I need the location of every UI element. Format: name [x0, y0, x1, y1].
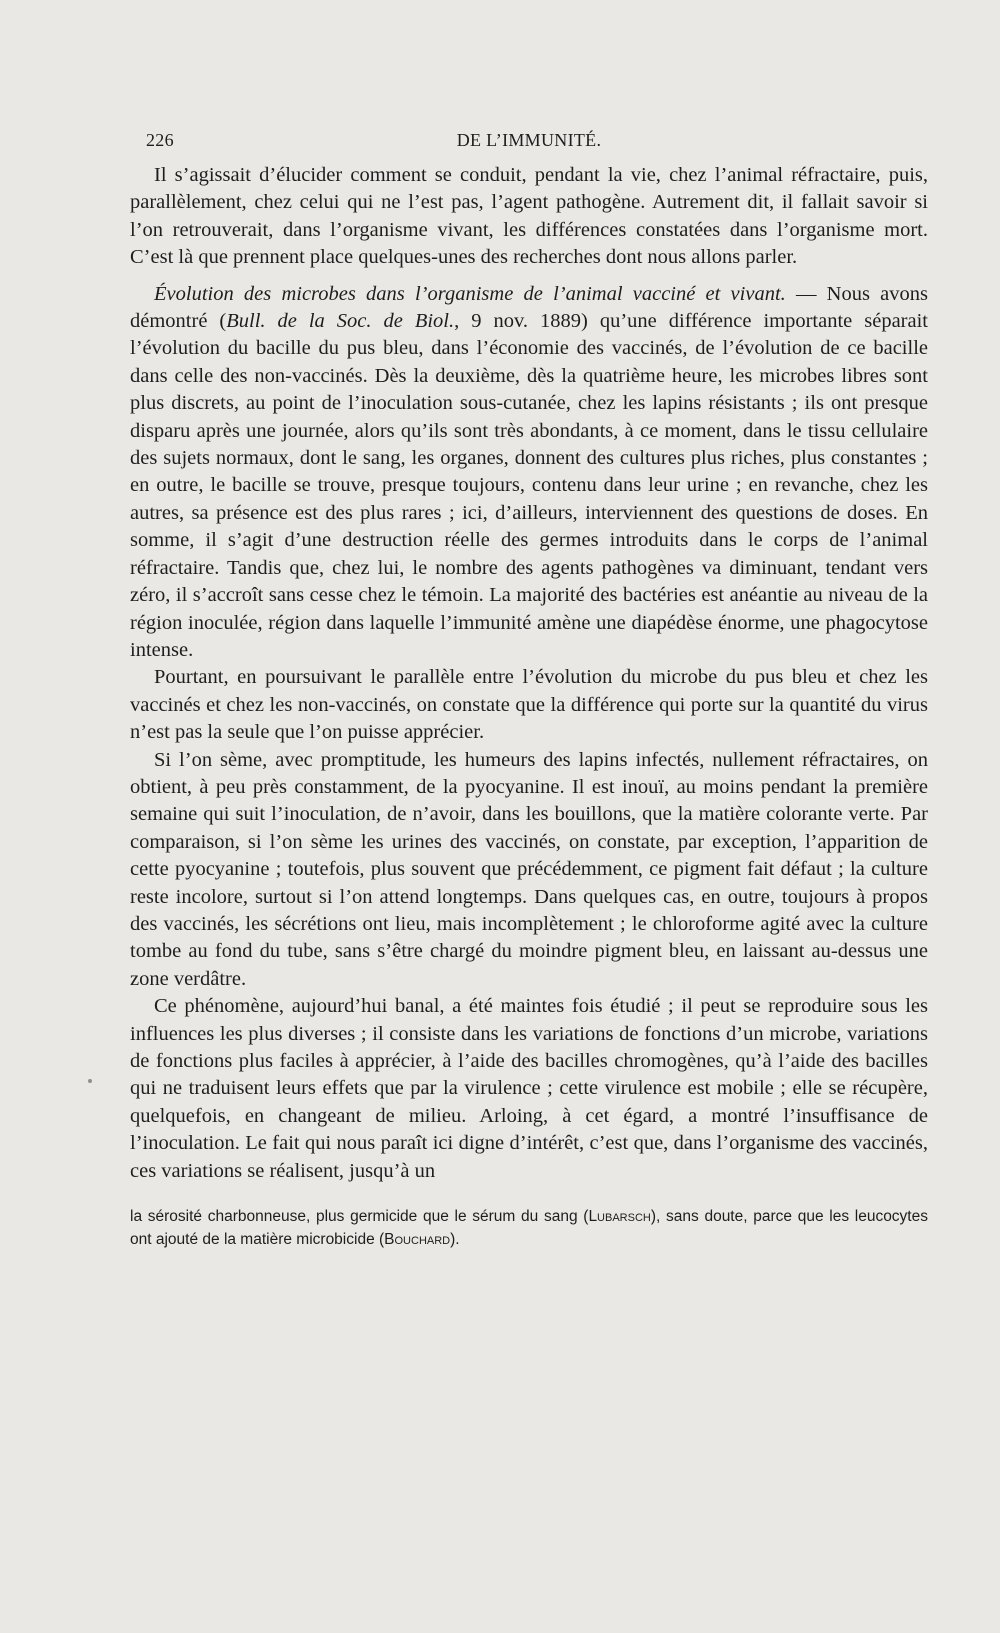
page-number: 226	[146, 130, 174, 150]
main-text	[130, 162, 928, 1185]
paragraph-3-text: Pourtant, en poursuivant le parallèle entre l’évolution du microbe du pus bleu et chez les vaccinés et chez les non-vaccinés, on constate que la différence qui porte sur la quantité du virus n’est pas la seule que l’on puisse apprécier.	[130, 666, 928, 744]
footnote-part-3: ).	[450, 1231, 460, 1249]
running-head	[130, 130, 928, 162]
footnote-text	[130, 1205, 928, 1251]
paragraph-1	[130, 162, 928, 272]
footnote-part-1: la sérosité charbonneuse, plus germicide que le sérum du sang (	[130, 1208, 589, 1226]
paragraph-2-text: , 9 nov. 1889) qu’une différence importante séparait l’évolution du bacille du pus bleu, dans l’économie des vaccinés, de l’évolution de ce bacille dans celle des non-vaccinés. Dès la deuxième, dès la quatrième heure, les microbes libres sont plus discrets, au point de l’inoculation sous-cutanée, chez les lapins résistants ; ils ont presque disparu après une journée, alors qu’ils sont très abondants, à ce moment, dans le tissu cellulaire des sujets normaux, dont le sang, les organes, donnent des cultures plus riches, plus constantes ; en outre, le bacille se trouve, presque toujours, contenu dans leur urine ; en revanche, chez les autres, sa présence est des plus rares ; ici, d’ailleurs, interviennent des questions de doses. En somme, il s’agit d’une destruction réelle des germes introduits dans le corps de l’animal réfractaire. Tandis que, chez lui, le nombre des agents pathogènes va diminuant, tendant vers zéro, il s’accroît sans cesse chez le témoin. La majorité des bactéries est anéantie au niveau de la région inoculée, région dans laquelle l’immunité amène une diapédèse énorme, une phagocytose intense.	[130, 310, 928, 661]
paragraph-5-text: Ce phénomène, aujourd’hui banal, a été maintes fois étudié ; il peut se reproduire sous les influences les plus diverses ; il consiste dans les variations de fonctions d’un microbe, variations de fonctions plus faciles à apprécier, à l’aide des bacilles chromogènes, qu’à l’aide des bacilles qui ne traduisent leurs effets que par la virulence ; cette virulence est mobile ; elle se récupère, quelquefois, en changeant de milieu. Arloing, à cet égard, a montré l’insuffisance de l’inoculation. Le fait qui nous paraît ici digne d’intérêt, c’est que, dans l’organisme des vaccinés, ces variations se réalisent, jusqu’à un	[130, 995, 928, 1182]
paper-blemish	[88, 1079, 92, 1083]
author-name-bouchard: Bouchard	[384, 1231, 451, 1249]
running-title: DE L’IMMUNITÉ.	[456, 130, 602, 150]
author-name-lubarsch: Lubarsch	[588, 1208, 651, 1226]
footnote-part-2: ), sans doute, parce que les leucocytes ont ajouté de la matière microbicide (	[130, 1208, 928, 1249]
paragraph-5	[130, 993, 928, 1185]
journal-citation: Bull. de la Soc. de Biol.	[226, 310, 455, 333]
footnote	[130, 1205, 928, 1251]
paragraph-3	[130, 664, 928, 746]
paragraph-2	[130, 281, 928, 665]
paragraph-2-ref-before: — Nous avons démontré (	[130, 282, 928, 333]
paragraph-4	[130, 747, 928, 994]
section-heading: Évolution des microbes dans l’organisme de l’animal vacciné et vivant.	[154, 282, 786, 305]
paragraph-4-text: Si l’on sème, avec promptitude, les humeurs des lapins infectés, nullement réfractaires, on obtient, à peu près constamment, de la pyocyanine. Il est inouï, au moins pendant la première semaine qui suit l’inoculation, de n’avoir, dans les bouillons, que la matière colorante verte. Par comparaison, si l’on sème les urines des vaccinés, on constate, par exception, l’apparition de cette pyocyanine ; toutefois, plus souvent que précédemment, ce pigment fait défaut ; la culture reste incolore, surtout si l’on attend longtemps. Dans quelques cas, en outre, toujours à propos des vaccinés, les sécrétions ont lieu, mais incomplètement ; le chloroforme agité avec la culture tombe au fond du tube, sans s’être chargé du moindre pigment bleu, en laissant au-dessus une zone verdâtre.	[130, 748, 928, 990]
paragraph-1-text: Il s’agissait d’élucider comment se conduit, pendant la vie, chez l’animal réfractaire, puis, parallèlement, chez celui qui ne l’est pas, l’agent pathogène. Autrement dit, il fallait savoir si l’on retrouverait, dans l’organisme vivant, les différences constatées dans l’organisme mort. C’est là que prennent place quelques-unes des recherches dont nous allons parler.	[130, 164, 928, 269]
